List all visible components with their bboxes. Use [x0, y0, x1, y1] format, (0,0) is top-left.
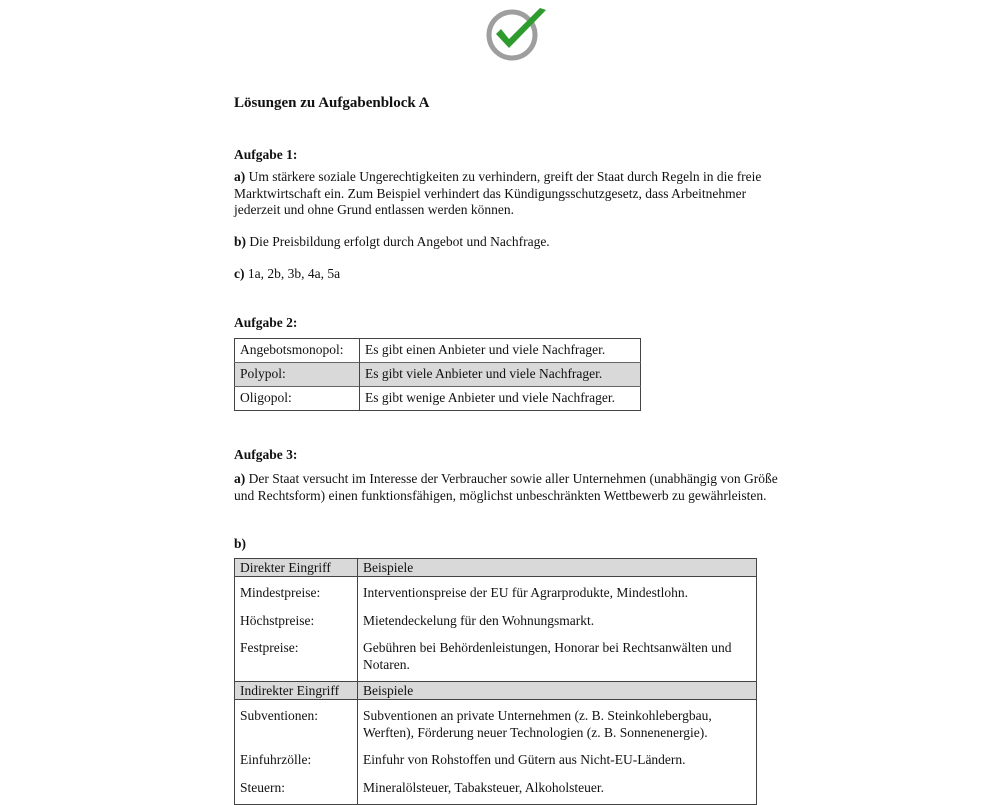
intervention-desc: Subventionen an private Unternehmen (z. B. Steinkohlebergbau, Werften), Förderung neuer Technologien (z. B. Sonnenenergie). [363, 708, 712, 740]
table-row [235, 605, 757, 633]
aufgabe2-heading: Aufgabe 2: [234, 315, 298, 330]
intervention-term: Steuern: [235, 772, 358, 805]
table-row [235, 700, 757, 745]
aufgabe3-heading: Aufgabe 3: [234, 447, 298, 462]
table-row [235, 363, 641, 387]
intervention-desc: Mietendeckelung für den Wohnungsmarkt. [363, 612, 595, 628]
market-form-term: Angebotsmonopol: [235, 339, 360, 363]
state-intervention-table [234, 558, 757, 805]
intervention-desc: Interventionspreise der EU für Agrarprodukte, Mindestlohn. [363, 585, 689, 600]
aufgabe3-a-label: a) [234, 471, 246, 486]
indirect-header-label: Indirekter Eingriff [235, 682, 358, 700]
aufgabe3-a [234, 471, 779, 504]
intervention-term: Einfuhrzölle: [235, 744, 358, 772]
direct-header-examples: Beispiele [358, 559, 757, 577]
aufgabe1-a [234, 169, 774, 219]
indirect-header-examples: Beispiele [358, 682, 757, 700]
intervention-term: Höchstpreise: [235, 605, 358, 633]
table-row [235, 339, 641, 363]
market-form-desc: Es gibt einen Anbieter und viele Nachfrager. [365, 342, 606, 357]
intervention-term: Mindestpreise: [235, 577, 358, 605]
direct-header-label: Direkter Eingriff [235, 559, 358, 577]
page-title: Lösungen zu Aufgabenblock A [234, 95, 430, 111]
market-form-desc: Es gibt wenige Anbieter und viele Nachfrager. [360, 387, 641, 411]
table-row [235, 632, 757, 682]
market-forms-table [234, 338, 641, 411]
aufgabe1-a-text: Um stärkere soziale Ungerechtigkeiten zu verhindern, greift der Staat durch Regeln in die freie Marktwirtschaft ein. Zum Beispiel verhindert das Kündigungsschutzgesetz, dass Arbeitnehmer jederzeit und ohne Grund entlassen werden können. [234, 169, 762, 217]
aufgabe1-c-label: c) [234, 266, 245, 281]
table-header-row [235, 682, 757, 700]
aufgabe1-heading: Aufgabe 1: [234, 147, 298, 162]
table-row [235, 577, 757, 605]
aufgabe1-b-label: b) [234, 234, 247, 249]
intervention-term: Festpreise: [235, 632, 358, 682]
market-form-term: Oligopol: [235, 387, 360, 411]
intervention-term: Subventionen: [235, 700, 358, 745]
table-header-row [235, 559, 757, 577]
aufgabe3-a-text: Der Staat versucht im Interesse der Verbraucher sowie aller Unternehmen (unabhängig von Größe und Rechtsform) einen funktionsfähigen, möglichst unbeschränkten Wettbewerb zu gewährleisten. [234, 471, 778, 503]
intervention-desc: Gebühren bei Behördenleistungen, Honorar bei Rechtsanwälten und Notaren. [363, 640, 732, 672]
table-row [235, 387, 641, 411]
aufgabe1-b-text: Die Preisbildung erfolgt durch Angebot und Nachfrage. [249, 234, 550, 249]
aufgabe1-b [234, 234, 774, 251]
checkmark-icon [480, 4, 548, 62]
market-form-desc: Es gibt viele Anbieter und viele Nachfrager. [360, 363, 641, 387]
aufgabe1-c [234, 266, 774, 283]
intervention-desc: Einfuhr von Rohstoffen und Gütern aus Nicht-EU-Ländern. [363, 752, 686, 767]
table-row [235, 744, 757, 772]
aufgabe1-a-label: a) [234, 169, 246, 184]
checkmark-ring [489, 12, 535, 58]
aufgabe3-b-label: b) [234, 536, 247, 551]
intervention-desc: Mineralölsteuer, Tabaksteuer, Alkoholsteuer. [363, 779, 605, 795]
market-form-term: Polypol: [235, 363, 360, 387]
aufgabe1-c-text: 1a, 2b, 3b, 4a, 5a [247, 266, 341, 281]
